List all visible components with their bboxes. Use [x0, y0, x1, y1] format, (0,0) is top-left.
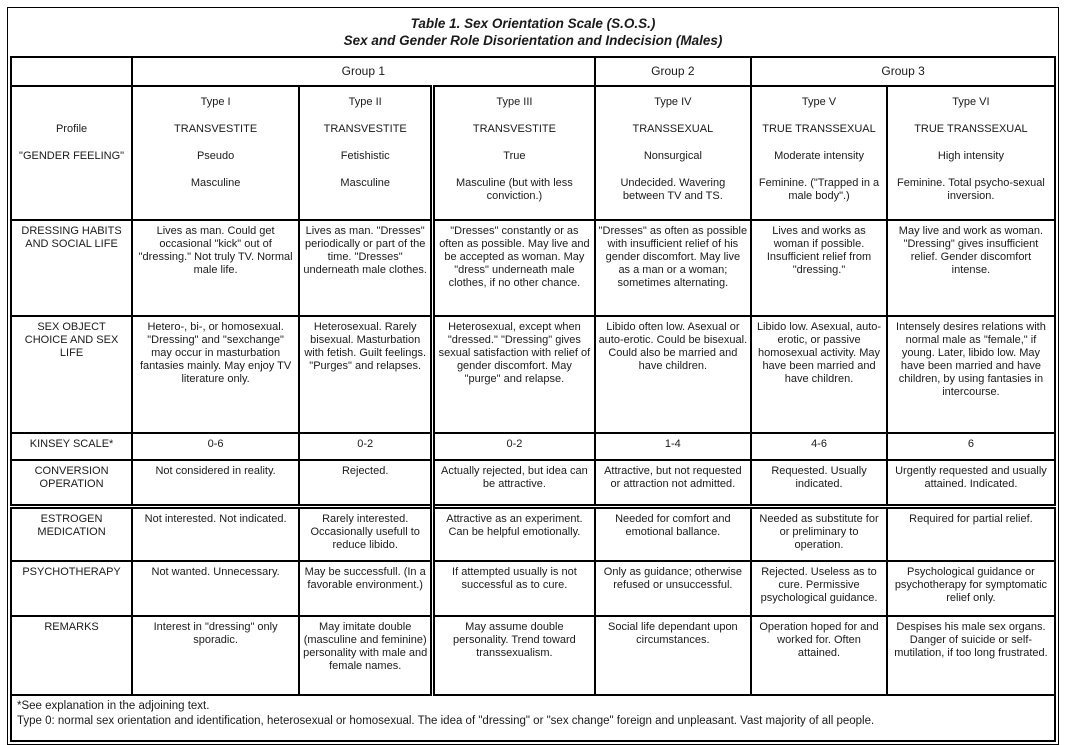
profile-cell-type-4: [595, 86, 752, 220]
sexobject-cell-type-1: Hetero-, bi-, or homosexual. "Dressing" and "sexchange" may occur in masturbation fantasies mainly. May enjoy TV literature only.: [132, 316, 299, 433]
type-4-name: TRANSSEXUAL: [632, 123, 714, 135]
conversion-cell-type-4: Attractive, but not requested or attraction not admitted.: [595, 460, 752, 506]
type-6-feeling: Feminine. Total psycho-sexual inversion.: [897, 177, 1045, 202]
dressing-cell-type-5: Lives and works as woman if possible. Insufficient relief from "dressing.": [751, 220, 887, 316]
profile-cell-type-1: [132, 86, 299, 220]
conversion-cell-type-3: Actually rejected, but idea can be attractive.: [433, 460, 595, 506]
row-label-conversion-operation: CONVERSION OPERATION: [11, 460, 132, 506]
type-2-heading: Type II: [348, 96, 382, 108]
type-3-subtype: True: [503, 150, 526, 162]
row-label-profile: [11, 86, 132, 220]
kinsey-cell-type-6: 6: [887, 433, 1055, 460]
psychotherapy-cell-type-4: Only as guidance; otherwise refused or unsuccessful.: [595, 561, 752, 616]
sex-object-choice-row: [11, 316, 1055, 433]
kinsey-scale-row: [11, 433, 1055, 460]
sexobject-cell-type-4: Libido often low. Asexual or auto-erotic. Could be bisexual. Could also be married and have children.: [595, 316, 752, 433]
title-row: [11, 10, 1055, 57]
estrogen-medication-row: [11, 506, 1055, 561]
table-title-cell: [11, 10, 1055, 57]
profile-row: [11, 86, 1055, 220]
type-4-subtype: Nonsurgical: [643, 150, 702, 162]
estrogen-cell-type-1: Not interested. Not indicated.: [132, 506, 299, 561]
dressing-cell-type-3: "Dresses" constantly or as often as possible. May live and be accepted as woman. May "dress" underneath male clothes, if no other chance.: [433, 220, 595, 316]
psychotherapy-cell-type-1: Not wanted. Unnecessary.: [132, 561, 299, 616]
row-label-dressing-habits: DRESSING HABITS AND SOCIAL LIFE: [11, 220, 132, 316]
type-4-heading: Type IV: [654, 96, 692, 108]
estrogen-cell-type-2: Rarely interested. Occasionally usefull to reduce libido.: [299, 506, 433, 561]
table-title-line1: Table 1. Sex Orientation Scale (S.O.S.): [410, 16, 656, 31]
kinsey-cell-type-3: 0-2: [433, 433, 595, 460]
conversion-cell-type-5: Requested. Usually indicated.: [751, 460, 887, 506]
type-5-name: TRUE TRANSSEXUAL: [762, 123, 876, 135]
dressing-cell-type-4: "Dresses" as often as possible with insufficient relief of his gender discomfort. May live as a man or a woman; sometimes alternating.: [595, 220, 752, 316]
kinsey-cell-type-4: 1-4: [595, 433, 752, 460]
group-row-spacer-cell: [11, 57, 132, 86]
type-2-feeling: Masculine: [340, 177, 390, 189]
estrogen-cell-type-3: Attractive as an experiment. Can be helpful emotionally.: [433, 506, 595, 561]
profile-label-spacer: [15, 96, 128, 109]
dressing-cell-type-1: Lives as man. Could get occasional "kick" out of "dressing." Not truly TV. Normal male life.: [132, 220, 299, 316]
conversion-operation-row: [11, 460, 1055, 506]
estrogen-cell-type-4: Needed for comfort and emotional ballance.: [595, 506, 752, 561]
remarks-cell-type-1: Interest in "dressing" only sporadic.: [132, 616, 299, 695]
footnote-row: [11, 695, 1055, 741]
row-label-estrogen-medication: ESTROGEN MEDICATION: [11, 506, 132, 561]
kinsey-cell-type-2: 0-2: [299, 433, 433, 460]
footnote-line1: *See explanation in the adjoining text.: [17, 700, 210, 712]
type-6-heading: Type VI: [952, 96, 990, 108]
kinsey-cell-type-5: 4-6: [751, 433, 887, 460]
table-frame: [7, 7, 1059, 745]
psychotherapy-cell-type-3: If attempted usually is not successful as to cure.: [433, 561, 595, 616]
type-3-name: TRANSVESTITE: [472, 123, 556, 135]
remarks-cell-type-4: Social life dependant upon circumstances.: [595, 616, 752, 695]
type-6-subtype: High intensity: [937, 150, 1004, 162]
conversion-cell-type-1: Not considered in reality.: [132, 460, 299, 506]
row-label-kinsey-scale: KINSEY SCALE*: [11, 433, 132, 460]
sex-orientation-scale-table: [10, 10, 1056, 742]
conversion-cell-type-6: Urgently requested and usually attained. Indicated.: [887, 460, 1055, 506]
profile-cell-type-5: [751, 86, 887, 220]
type-4-feeling: Undecided. Wavering between TV and TS.: [620, 177, 726, 202]
profile-cell-type-3: [433, 86, 595, 220]
type-1-name: TRANSVESTITE: [174, 123, 258, 135]
remarks-cell-type-2: May imitate double (masculine and feminine) personality with male and female names.: [299, 616, 433, 695]
profile-cell-type-6: [887, 86, 1055, 220]
row-label-psychotherapy: PSYCHOTHERAPY: [11, 561, 132, 616]
sexobject-cell-type-3: Heterosexual, except when "dressed." "Dressing" gives sexual satisfaction with relief of gender discomfort. May "purge" and relapse.: [433, 316, 595, 433]
type-5-feeling: Feminine. ("Trapped in a male body".): [758, 177, 880, 202]
type-3-feeling: Masculine (but with less conviction.): [456, 177, 573, 202]
table-title-line2: Sex and Gender Role Disorientation and Indecision (Males): [343, 33, 723, 48]
group-3-header: Group 3: [751, 57, 1055, 86]
row-label-sex-object-choice: SEX OBJECT CHOICE AND SEX LIFE: [11, 316, 132, 433]
row-label-remarks: REMARKS: [11, 616, 132, 695]
footnote-line2: Type 0: normal sex orientation and identification, heterosexual or homosexual. The idea of "dressing" or "sex change" foreign and unpleasant. Vast majority of all people.: [17, 715, 875, 727]
type-1-feeling: Masculine: [190, 177, 241, 189]
psychotherapy-cell-type-2: May be successfull. (In a favorable environment.): [299, 561, 433, 616]
gender-feeling-label: "GENDER FEELING": [19, 150, 125, 162]
dressing-habits-row: [11, 220, 1055, 316]
dressing-cell-type-2: Lives as man. "Dresses" periodically or part of the time. "Dresses" underneath male clothes.: [299, 220, 433, 316]
type-3-heading: Type III: [496, 96, 533, 108]
estrogen-cell-type-6: Required for partial relief.: [887, 506, 1055, 561]
estrogen-cell-type-5: Needed as substitute for or preliminary to operation.: [751, 506, 887, 561]
profile-cell-type-2: [299, 86, 433, 220]
sexobject-cell-type-5: Libido low. Asexual, auto-erotic, or passive homosexual activity. May have been married and have children.: [751, 316, 887, 433]
remarks-cell-type-6: Despises his male sex organs. Danger of suicide or self-mutilation, if too long frustrated.: [887, 616, 1055, 695]
psychotherapy-row: [11, 561, 1055, 616]
type-5-subtype: Moderate intensity: [774, 150, 864, 162]
remarks-cell-type-3: May assume double personality. Trend toward transsexualism.: [433, 616, 595, 695]
type-1-subtype: Pseudo: [196, 150, 235, 162]
type-2-subtype: Fetishistic: [340, 150, 390, 162]
kinsey-cell-type-1: 0-6: [132, 433, 299, 460]
remarks-row: [11, 616, 1055, 695]
type-6-name: TRUE TRANSSEXUAL: [914, 123, 1028, 135]
group-2-header: Group 2: [595, 57, 752, 86]
psychotherapy-cell-type-5: Rejected. Useless as to cure. Permissive psychological guidance.: [751, 561, 887, 616]
group-1-header: Group 1: [132, 57, 594, 86]
group-header-row: [11, 57, 1055, 86]
remarks-cell-type-5: Operation hoped for and worked for. Often attained.: [751, 616, 887, 695]
type-1-heading: Type I: [200, 96, 231, 108]
sexobject-cell-type-6: Intensely desires relations with normal male as "female," if young. Later, libido low. May have been married and have children, by using fantasies in intercourse.: [887, 316, 1055, 433]
type-2-name: TRANSVESTITE: [323, 123, 407, 135]
footnote-cell: [11, 695, 1055, 741]
type-5-heading: Type V: [801, 96, 837, 108]
profile-label: Profile: [55, 123, 88, 135]
sexobject-cell-type-2: Heterosexual. Rarely bisexual. Masturbation with fetish. Guilt feelings. "Purges" and relapses.: [299, 316, 433, 433]
psychotherapy-cell-type-6: Psychological guidance or psychotherapy for symptomatic relief only.: [887, 561, 1055, 616]
conversion-cell-type-2: Rejected.: [299, 460, 433, 506]
dressing-cell-type-6: May live and work as woman. "Dressing" gives insufficient relief. Gender discomfort intense.: [887, 220, 1055, 316]
